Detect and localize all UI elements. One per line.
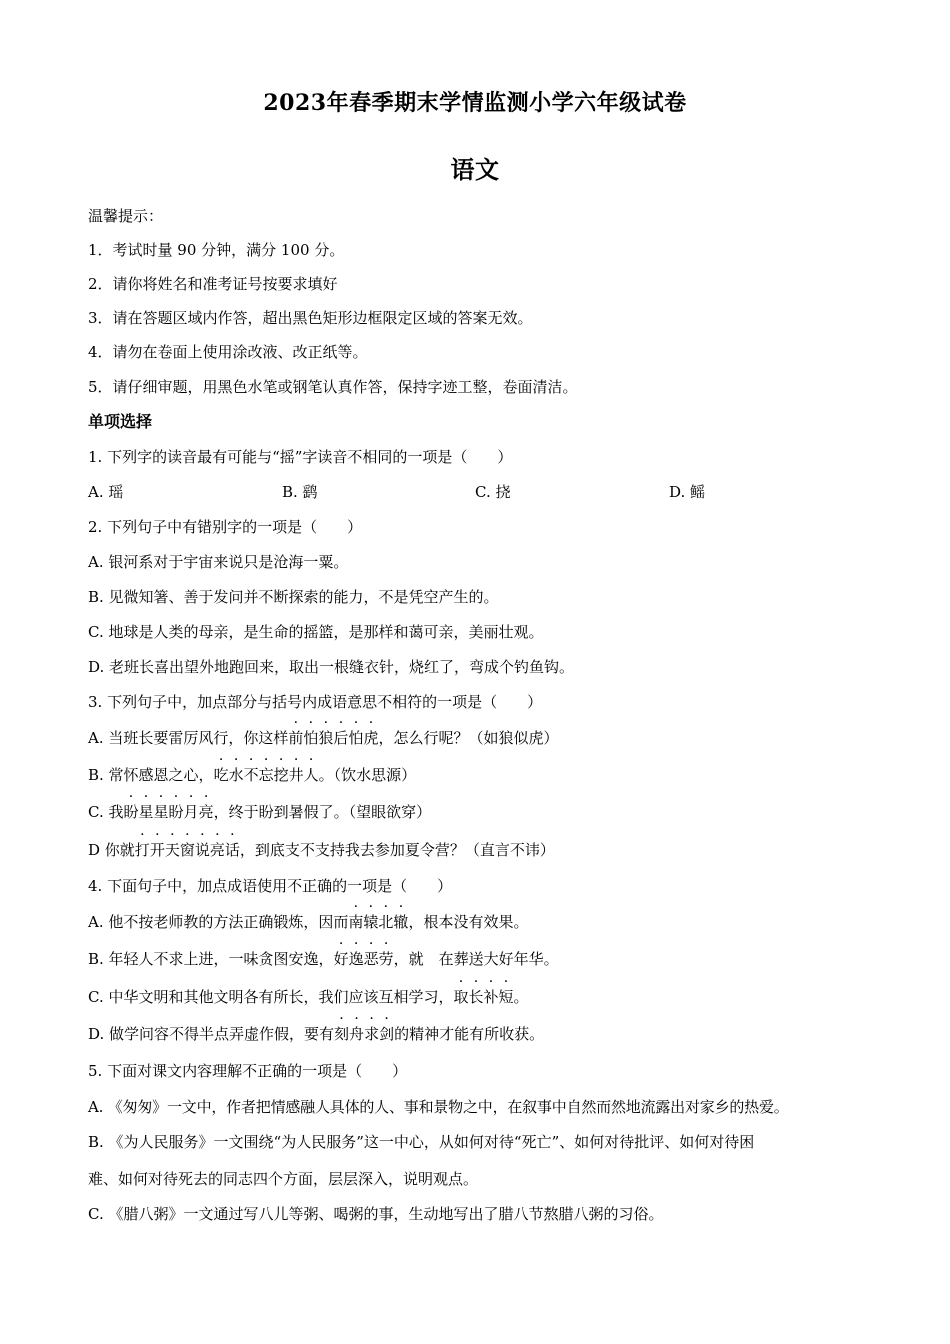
question-stem: 5. 下面对课文内容理解不正确的一项是（ ）: [88, 1062, 408, 1080]
option-text: ，到底支不支持我去参加夏令营？（直言不讳）: [239, 841, 555, 859]
dotted-phrase: [453, 988, 513, 1006]
emphasis-char: 恶: [363, 950, 379, 968]
emphasis-char: 亮: [198, 803, 214, 821]
emphasis-char: 求: [364, 1025, 380, 1043]
question-stem: 2. 下列句子中有错别字的一项是（ ）: [88, 518, 363, 536]
question-stem: 3. 下列句子中，加点部分与括号内成语意思不相符的一项是（ ）: [88, 693, 543, 711]
option-a: [88, 912, 528, 932]
option-a: A. 瑶: [88, 483, 124, 501]
emphasis-char: 月: [183, 803, 199, 821]
subject-title: 语文: [450, 155, 500, 184]
option-b: [88, 765, 416, 785]
section-heading: 单项选择: [88, 412, 153, 431]
note-item: 4．请勿在卷面上使用涂改液、改正纸等。: [88, 343, 368, 361]
emphasis-char: 舟: [349, 1025, 365, 1043]
emphasis-char: 挖: [273, 766, 289, 784]
emphasis-char: 亮: [209, 841, 225, 859]
option-c: C. 《腊八粥》一文通过写八儿等粥、喝粥的事，生动地写出了腊八节熬腊八粥的习俗。: [88, 1205, 664, 1223]
option-text: D. 做学问容不得半点弄虚作假，要有: [88, 1025, 335, 1043]
note-item: 1．考试时量 90 分钟，满分 100 分。: [88, 241, 345, 259]
emphasis-char: 说: [194, 841, 210, 859]
note-item: 5．请仔细审题，用黑色水笔或钢笔认真作答，保持字迹工整，卷面清洁。: [88, 378, 578, 396]
option-text: C. 我: [88, 803, 124, 821]
option-d: [88, 1024, 544, 1044]
dotted-phrase: [348, 913, 408, 931]
option-text: 。: [513, 988, 529, 1006]
emphasis-char: 刻: [334, 1025, 350, 1043]
emphasis-char: 打: [134, 841, 150, 859]
emphasis-char: 剑: [379, 1025, 395, 1043]
exam-title: 2023年春季期末学情监测小学六年级试卷: [263, 90, 687, 116]
option-text: ，怎么行呢？（如狼似虎）: [378, 729, 559, 747]
emphasis-char: 北: [378, 913, 394, 931]
option-a: A. 《匆匆》一文中，作者把情感融人具体的人、事和景物之中，在叙事中自然而然地流露出对家乡的热爱。: [88, 1098, 789, 1116]
emphasis-char: 辕: [363, 913, 379, 931]
dotted-phrase: [288, 729, 378, 747]
emphasis-char: 开: [149, 841, 165, 859]
option-b: B. 《为人民服务》一文围绕“为人民服务”这一中心，从如何对待“死亡”、如何对待批评、如何对待困: [88, 1133, 755, 1151]
notes-heading: 温馨提示：: [88, 207, 164, 225]
option-text: B. 年轻人不求上进，一味贪图安逸，: [88, 950, 334, 968]
option-text: ，根本没有效果。: [408, 913, 529, 931]
emphasis-char: 盼: [123, 803, 139, 821]
note-item: 3．请在答题区域内作答，超出黑色矩形边框限定区域的答案无效。: [88, 309, 533, 327]
emphasis-char: 取: [453, 988, 469, 1006]
option-c: C. 地球是人类的母亲，是生命的摇篮，是那样和蔼可亲，美丽壮观。: [88, 623, 544, 641]
emphasis-char: 水: [228, 766, 244, 784]
emphasis-char: 不: [243, 766, 259, 784]
option-text: 的精神才能有所收获。: [394, 1025, 545, 1043]
option-text: B. 常怀感恩之心，: [88, 766, 214, 784]
emphasis-char: 窗: [179, 841, 195, 859]
emphasis-char: 劳: [378, 950, 394, 968]
emphasis-char: 南: [348, 913, 364, 931]
question-stem: 4. 下面句子中，加点成语使用不正确的一项是（ ）: [88, 877, 453, 895]
emphasis-char: 前: [288, 729, 304, 747]
emphasis-char: 井: [288, 766, 304, 784]
emphasis-char: 虎: [363, 729, 379, 747]
option-c: C. 挠: [475, 483, 511, 501]
emphasis-char: 忘: [258, 766, 274, 784]
option-b: B. 鹞: [282, 483, 318, 501]
emphasis-char: 人: [303, 766, 319, 784]
emphasis-char: 短: [498, 988, 514, 1006]
dotted-phrase: [214, 766, 319, 784]
emphasis-char: 天: [164, 841, 180, 859]
option-text: A. 当班长要雷厉风行，你这样: [88, 729, 289, 747]
emphasis-char: 星: [138, 803, 154, 821]
option-c: [88, 987, 529, 1007]
option-text: A. 他不按老师教的方法正确锻炼，因而: [88, 913, 349, 931]
option-text: 。（饮水思源）: [318, 766, 417, 784]
dotted-phrase: [123, 803, 213, 821]
emphasis-char: 话: [224, 841, 240, 859]
option-text: D 你就: [88, 841, 135, 859]
option-text: C. 中华文明和其他文明各有所长，我们应该互相学习，: [88, 988, 454, 1006]
option-a: [88, 728, 558, 748]
emphasis-char: 好: [333, 950, 349, 968]
emphasis-char: 吃: [213, 766, 229, 784]
option-d: [88, 840, 555, 860]
option-a: A. 银河系对于宇宙来说只是沧海一粟。: [88, 553, 349, 571]
dotted-phrase: [334, 950, 394, 968]
emphasis-char: 辙: [393, 913, 409, 931]
option-d: D. 老班长喜出望外地跑回来，取出一根缝衣针，烧红了，弯成个钓鱼钩。: [88, 658, 575, 676]
note-item: 2．请你将姓名和准考证号按要求填好: [88, 275, 338, 293]
emphasis-char: 长: [468, 988, 484, 1006]
option-b-continued: 难、如何对待死去的同志四个方面，层层深入，说明观点。: [88, 1170, 479, 1188]
emphasis-char: 盼: [168, 803, 184, 821]
emphasis-char: 星: [153, 803, 169, 821]
emphasis-char: 逸: [348, 950, 364, 968]
emphasis-char: 补: [483, 988, 499, 1006]
option-c: [88, 802, 431, 822]
emphasis-char: 狼: [318, 729, 334, 747]
emphasis-char: 怕: [348, 729, 364, 747]
question-stem: 1. 下列字的读音最有可能与“摇”字读音不相同的一项是（ ）: [88, 448, 513, 466]
option-text: ，终于盼到暑假了。（望眼欲穿）: [213, 803, 432, 821]
emphasis-char: 怕: [303, 729, 319, 747]
option-b: [88, 949, 559, 969]
option-text: ，就 在葬送大好年华。: [393, 950, 559, 968]
dotted-phrase: [334, 1025, 394, 1043]
dotted-phrase: [135, 841, 240, 859]
option-d: D. 鳐: [669, 483, 706, 501]
emphasis-char: 后: [333, 729, 349, 747]
option-b: B. 见微知箸、善于发问并不断探索的能力，不是凭空产生的。: [88, 588, 499, 606]
